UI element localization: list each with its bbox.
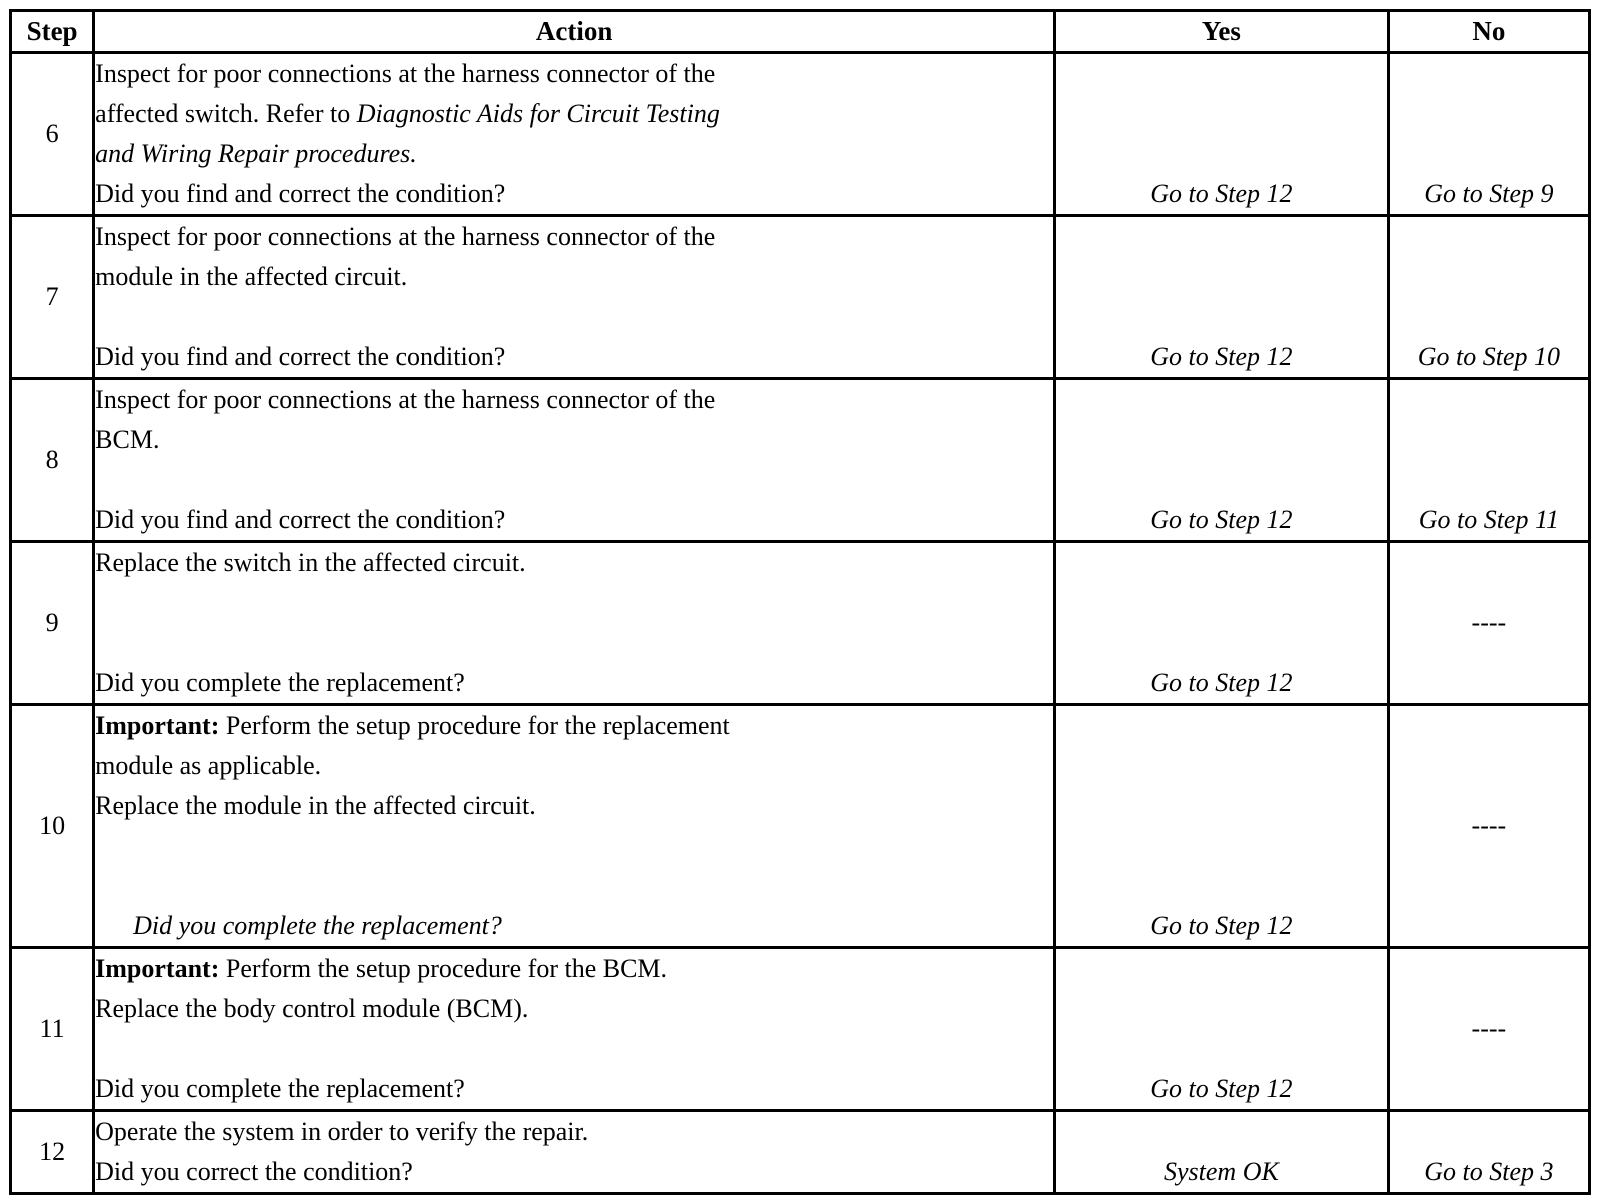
yes-result: System OK: [1055, 1111, 1389, 1194]
action-line: [95, 949, 1053, 989]
yes-result: Go to Step 12: [1055, 53, 1389, 216]
action-question: Did you complete the replacement?: [95, 668, 465, 697]
action-question: Did you find and correct the condition?: [95, 179, 506, 208]
step-number: 10: [11, 705, 94, 948]
yes-result: Go to Step 12: [1055, 542, 1389, 705]
important-label: Important:: [95, 711, 220, 740]
action-line: BCM.: [95, 425, 160, 454]
step-number: 7: [11, 216, 94, 379]
no-result: ----: [1388, 542, 1589, 705]
no-result: Go to Step 11: [1388, 379, 1589, 542]
no-result: ----: [1388, 705, 1589, 948]
header-row: [11, 11, 1590, 53]
action-cell: [94, 948, 1055, 1111]
action-line: Inspect for poor connections at the harness connector of the: [95, 222, 716, 251]
yes-result: Go to Step 12: [1055, 379, 1389, 542]
blank-line: [95, 826, 1053, 866]
reference-text: and Wiring Repair procedures.: [95, 139, 417, 168]
no-result: Go to Step 3: [1388, 1111, 1589, 1194]
action-cell: [94, 53, 1055, 216]
action-question: Did you find and correct the condition?: [95, 505, 506, 534]
step-number: 8: [11, 379, 94, 542]
action-line: Inspect for poor connections at the harness connector of the: [95, 59, 716, 88]
step-number: 12: [11, 1111, 94, 1194]
action-line: module as applicable.: [95, 751, 322, 780]
table-row: [11, 705, 1590, 948]
action-line: Replace the switch in the affected circuit.: [95, 548, 526, 577]
action-text: Perform the setup procedure for the replacement: [219, 711, 730, 740]
blank-line: [95, 583, 1053, 623]
no-result: Go to Step 9: [1388, 53, 1589, 216]
action-question: Did you complete the replacement?: [95, 1074, 465, 1103]
action-line: Replace the module in the affected circuit.: [95, 791, 536, 820]
action-line: module in the affected circuit.: [95, 262, 408, 291]
blank-line: [95, 460, 1053, 500]
blank-line: [95, 1029, 1053, 1069]
no-result: ----: [1388, 948, 1589, 1111]
table-row: [11, 379, 1590, 542]
important-label: Important:: [95, 954, 220, 983]
diagnostic-table: [9, 9, 1591, 1195]
action-cell: [94, 379, 1055, 542]
action-cell: [94, 216, 1055, 379]
action-line: Inspect for poor connections at the harness connector of the: [95, 385, 716, 414]
action-line: [95, 94, 1053, 134]
table-row: [11, 1111, 1590, 1194]
yes-result: Go to Step 12: [1055, 216, 1389, 379]
header-no: No: [1388, 11, 1589, 53]
step-number: 11: [11, 948, 94, 1111]
table-row: [11, 53, 1590, 216]
yes-result: Go to Step 12: [1055, 948, 1389, 1111]
action-text: Perform the setup procedure for the BCM.: [219, 954, 668, 983]
reference-text: Diagnostic Aids for Circuit Testing: [356, 99, 720, 128]
step-number: 9: [11, 542, 94, 705]
blank-line: [95, 866, 1053, 906]
blank-line: [95, 297, 1053, 337]
action-text: affected switch. Refer to: [95, 99, 357, 128]
action-cell: [94, 542, 1055, 705]
header-action: Action: [94, 11, 1055, 53]
table-row: [11, 542, 1590, 705]
header-yes: Yes: [1055, 11, 1389, 53]
table-row: [11, 948, 1590, 1111]
action-cell: [94, 705, 1055, 948]
header-step: Step: [11, 11, 94, 53]
action-question: Did you complete the replacement?: [133, 911, 502, 940]
blank-line: [95, 623, 1053, 663]
step-number: 6: [11, 53, 94, 216]
action-line: Replace the body control module (BCM).: [95, 994, 529, 1023]
action-line: [95, 706, 1053, 746]
action-question: Did you find and correct the condition?: [95, 342, 506, 371]
action-line: Operate the system in order to verify the repair.: [95, 1117, 589, 1146]
table-row: [11, 216, 1590, 379]
action-cell: [94, 1111, 1055, 1194]
action-question: Did you correct the condition?: [95, 1157, 413, 1186]
no-result: Go to Step 10: [1388, 216, 1589, 379]
yes-result: Go to Step 12: [1055, 705, 1389, 948]
